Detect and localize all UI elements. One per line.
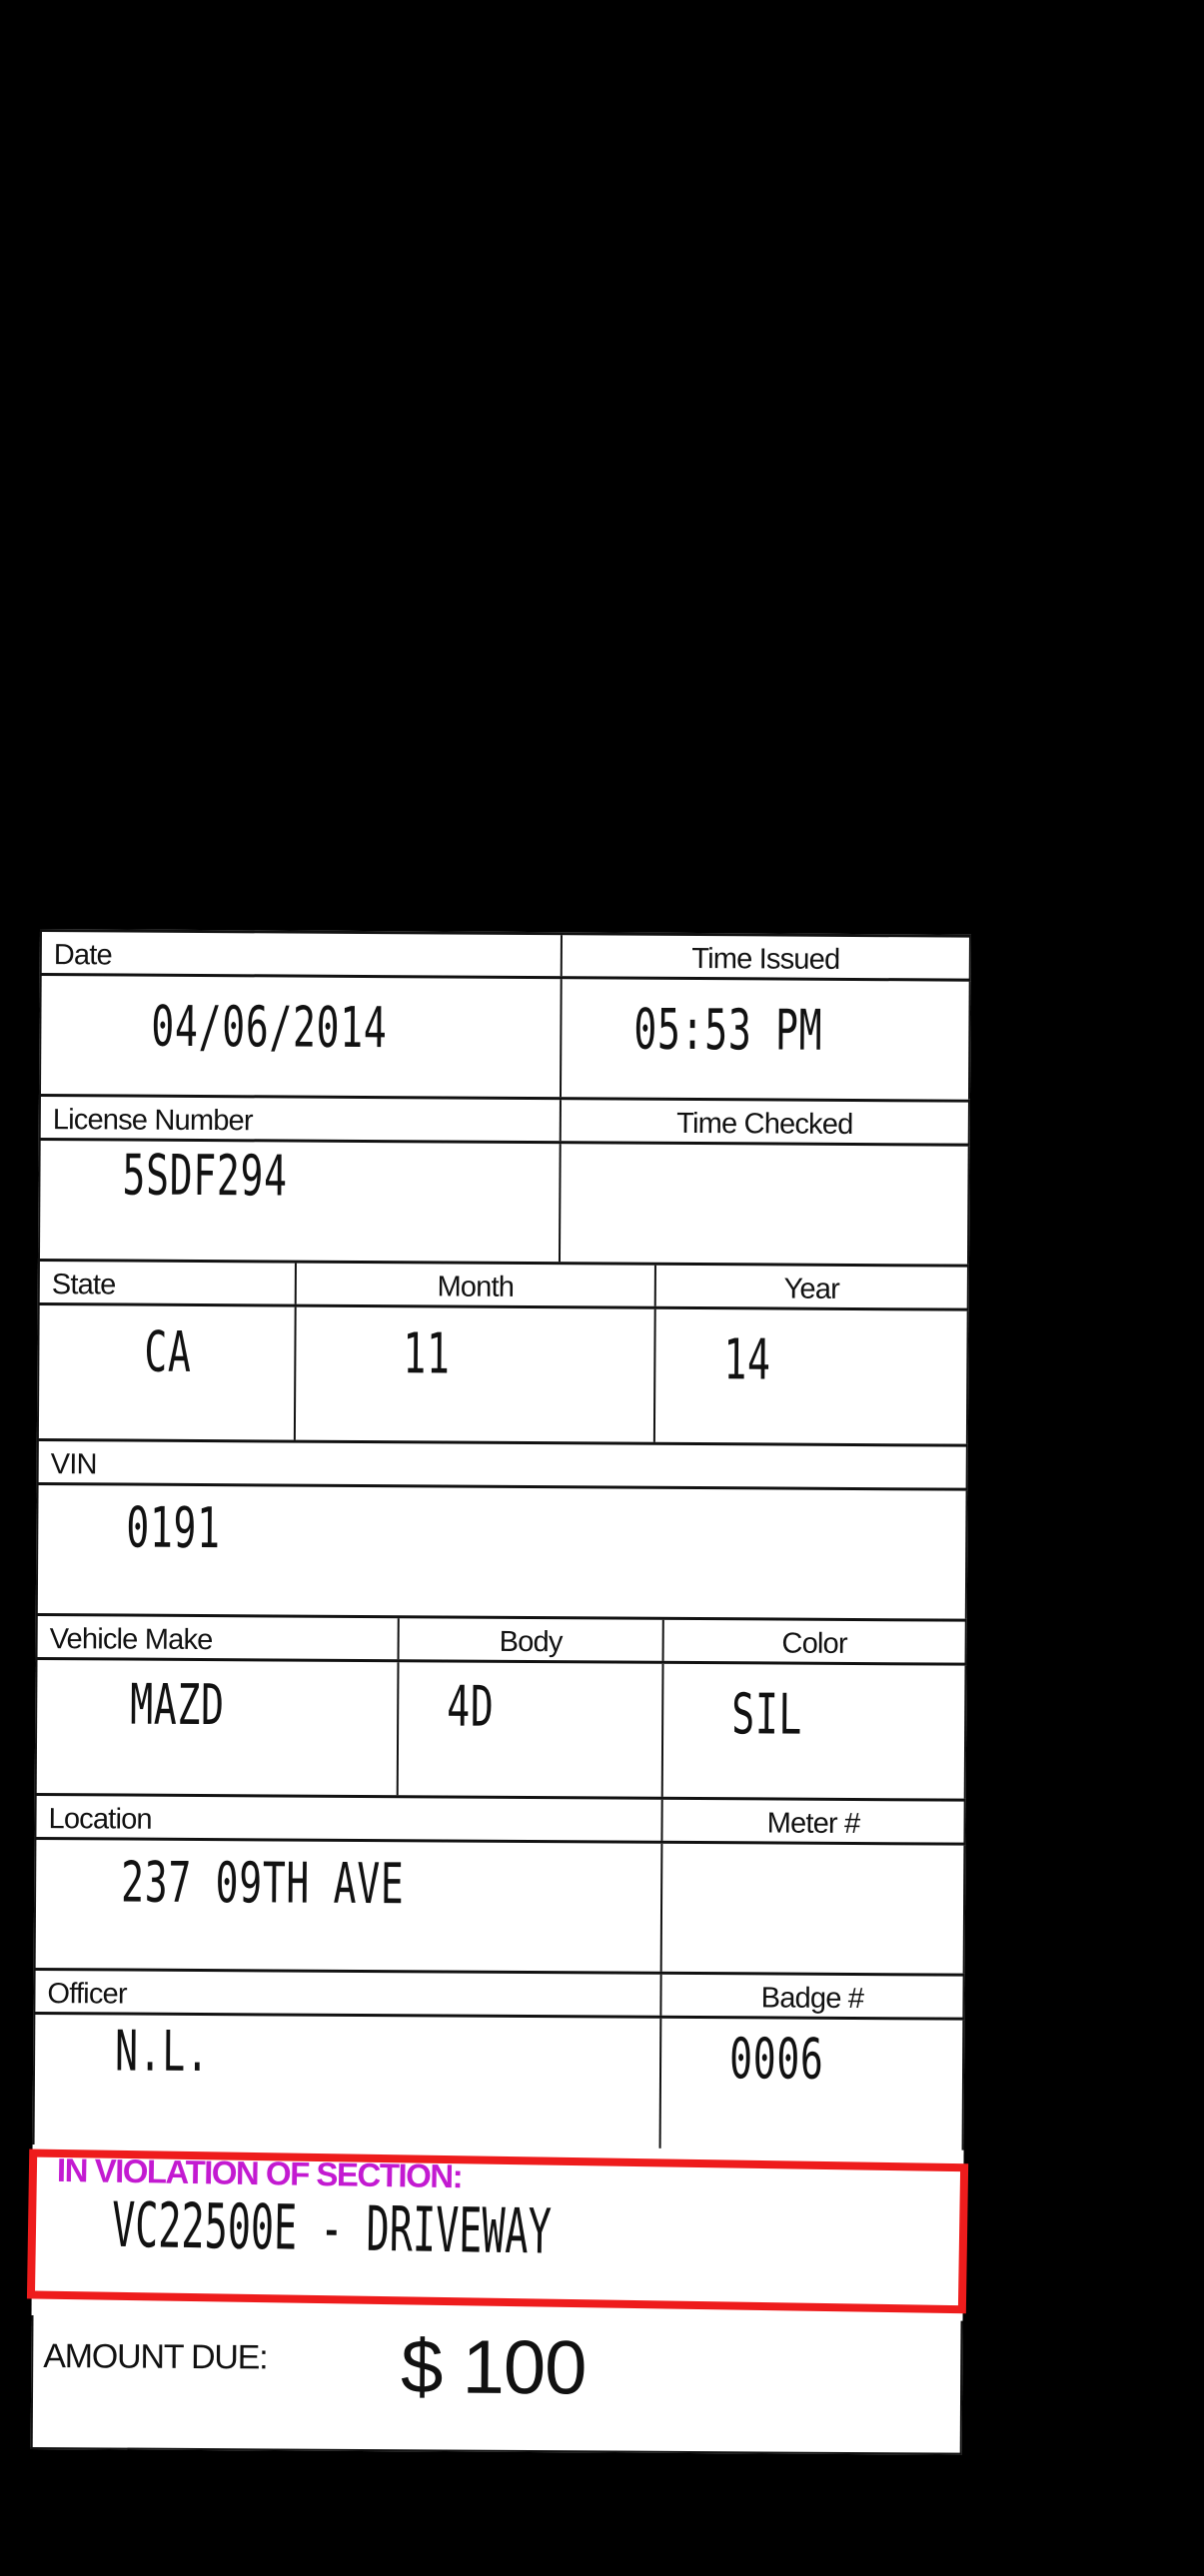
officer-label: Officer <box>47 1978 127 2011</box>
officer-value: N.L. <box>114 2019 210 2086</box>
parking-ticket <box>31 929 971 2455</box>
meter-label: Meter # <box>766 1807 860 1841</box>
license-number-label: License Number <box>52 1104 253 1138</box>
officer-label-cell <box>35 1971 661 2016</box>
violation-section-value: VC22500E - DRIVEWAY <box>111 2187 553 2268</box>
month-label: Month <box>437 1271 515 1303</box>
vin-header-row <box>37 1438 968 1491</box>
time-issued-label: Time Issued <box>691 942 840 976</box>
state-value: CA <box>144 1319 192 1385</box>
badge-value-cell <box>661 2019 963 2150</box>
vin-label-cell <box>39 1441 966 1488</box>
color-label: Color <box>781 1627 847 1660</box>
date-header-row <box>40 929 971 982</box>
date-label: Date <box>53 939 113 972</box>
meter-value-cell <box>662 1844 964 1974</box>
license-header-row <box>39 1094 970 1147</box>
license-value-row <box>38 1141 970 1265</box>
meter-label-cell <box>662 1800 963 1843</box>
body-label-cell <box>400 1618 664 1661</box>
year-value: 14 <box>723 1327 771 1393</box>
time-checked-value-cell <box>561 1144 968 1264</box>
date-value-cell <box>41 976 563 1097</box>
date-value-row <box>39 976 971 1100</box>
badge-value: 0006 <box>728 2027 824 2093</box>
vehicle-header-row <box>36 1613 967 1666</box>
time-issued-value-cell <box>562 979 969 1099</box>
date-label-cell <box>42 932 563 976</box>
state-label-cell <box>40 1262 297 1304</box>
body-value-cell <box>399 1662 664 1797</box>
license-value-cell <box>40 1141 562 1262</box>
vehicle-make-value: MAZD <box>130 1672 225 1739</box>
month-value-cell <box>296 1307 656 1442</box>
year-value-cell <box>655 1309 967 1444</box>
vin-value-cell <box>38 1485 966 1619</box>
color-value: SIL <box>731 1682 803 1748</box>
violation-section-label: IN VIOLATION OF SECTION: <box>56 2150 463 2195</box>
vin-label: VIN <box>50 1448 97 1481</box>
vin-value-row <box>36 1485 968 1619</box>
year-label-cell <box>656 1266 967 1308</box>
vehicle-make-value-cell <box>37 1660 400 1795</box>
state-label: State <box>51 1269 116 1301</box>
location-value: 237 09TH AVE <box>120 1850 405 1918</box>
state-value-row <box>37 1305 969 1444</box>
month-label-cell <box>297 1264 656 1306</box>
amount-due-value: $ 100 <box>400 2324 587 2411</box>
location-header-row <box>34 1793 965 1846</box>
location-value-cell <box>36 1840 663 1972</box>
badge-label: Badge # <box>760 1982 864 2016</box>
body-value: 4D <box>447 1674 495 1740</box>
time-issued-label-cell <box>563 935 969 978</box>
amount-due-label: AMOUNT DUE: <box>43 2337 268 2377</box>
location-label-cell <box>36 1796 662 1841</box>
body-label: Body <box>499 1625 563 1659</box>
state-value-cell <box>39 1305 297 1440</box>
location-value-row <box>34 1840 966 1974</box>
amount-due-row <box>31 2315 963 2455</box>
vehicle-value-row <box>35 1660 967 1799</box>
location-label: Location <box>48 1803 152 1836</box>
month-value: 11 <box>403 1321 451 1387</box>
color-label-cell <box>664 1620 965 1663</box>
officer-value-row <box>33 2015 965 2150</box>
vin-value: 0191 <box>126 1495 221 1562</box>
badge-label-cell <box>661 1975 962 2018</box>
violation-highlight-box <box>27 2148 968 2313</box>
time-issued-value: 05:53 PM <box>633 997 823 1064</box>
officer-header-row <box>33 1968 964 2021</box>
officer-value-cell <box>35 2015 662 2148</box>
time-checked-label: Time Checked <box>676 1107 853 1141</box>
license-label-cell <box>41 1097 562 1141</box>
license-number-value: 5SDF294 <box>122 1143 288 1210</box>
vehicle-make-label: Vehicle Make <box>49 1623 213 1657</box>
color-value-cell <box>663 1664 965 1799</box>
date-value: 04/06/2014 <box>151 994 388 1062</box>
year-label: Year <box>783 1273 840 1305</box>
vehicle-make-label-cell <box>38 1616 400 1659</box>
time-checked-label-cell <box>562 1100 968 1143</box>
state-header-row <box>38 1259 969 1311</box>
